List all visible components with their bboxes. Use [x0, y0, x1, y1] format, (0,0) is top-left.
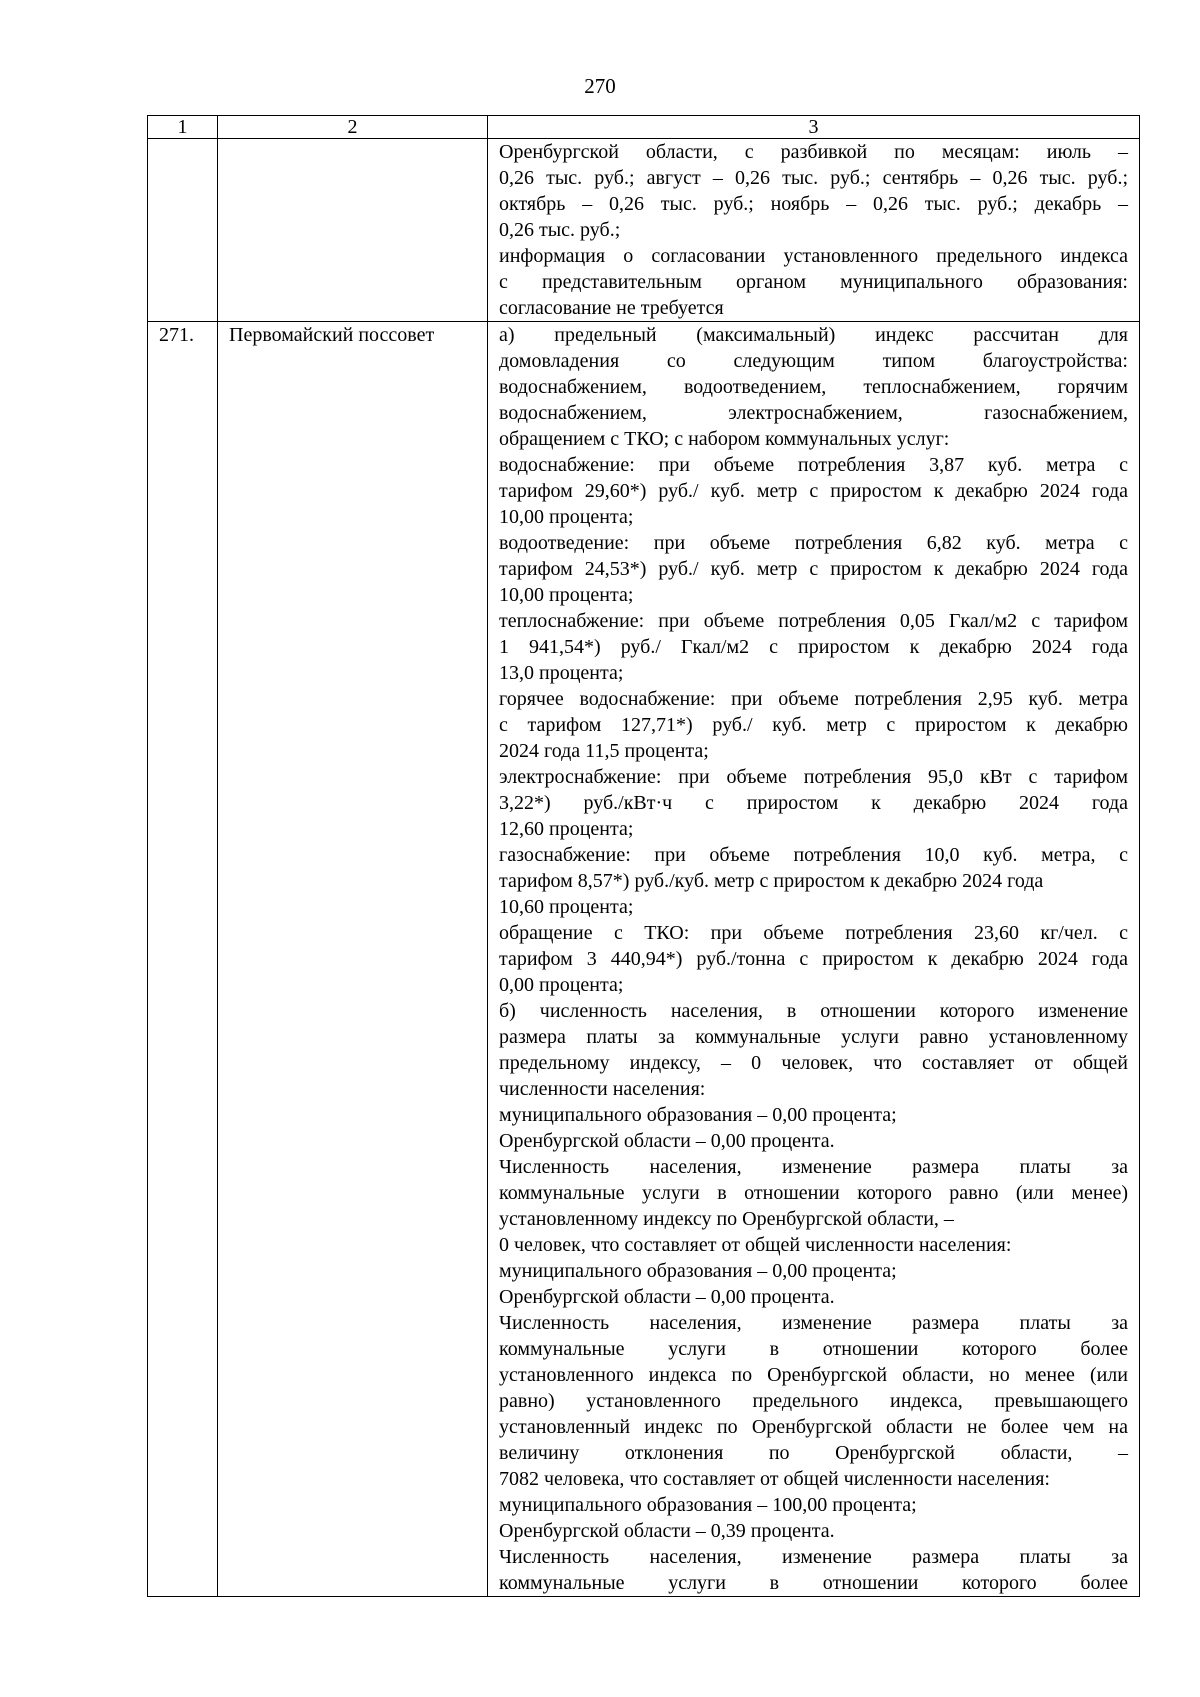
text-line: электроснабжение: при объеме потребления 95,0 кВт с тарифом — [499, 766, 1128, 788]
header-cell-3: 3 — [488, 116, 1140, 139]
text-line: коммунальные услуги в отношении которого более — [499, 1572, 1128, 1594]
text-line: 7082 человека, что составляет от общей численности населения: — [499, 1468, 1050, 1490]
header-cell-2: 2 — [218, 116, 488, 139]
text-line: коммунальные услуги в отношении которого равно (или менее) — [499, 1182, 1128, 1204]
text-line: Оренбургской области – 0,00 процента. — [499, 1130, 835, 1152]
table-header-row — [148, 116, 1140, 139]
municipality-name: Первомайский поссовет — [218, 322, 488, 1597]
text-line: Численность населения, изменение размера платы за — [499, 1546, 1128, 1568]
row-text — [499, 322, 1128, 1596]
page-number: 270 — [584, 74, 616, 98]
text-line: 10,60 процента; — [499, 896, 634, 918]
text-line: Численность населения, изменение размера платы за — [499, 1156, 1128, 1178]
text-line: тарифом 3 440,94*) руб./тонна с приростом к декабрю 2024 года — [499, 948, 1128, 970]
text-line: 3,22*) руб./кВт·ч с приростом к декабрю 2024 года — [499, 792, 1128, 814]
text-line: теплоснабжение: при объеме потребления 0,05 Гкал/м2 с тарифом — [499, 610, 1128, 632]
text-line: с представительным органом муниципального образования: — [499, 271, 1128, 293]
text-line: согласование не требуется — [499, 297, 724, 319]
continuation-text — [499, 139, 1128, 321]
text-line: 0,00 процента; — [499, 974, 624, 996]
text-line: 0,26 тыс. руб.; — [499, 219, 621, 241]
text-line: 1 941,54*) руб./ Гкал/м2 с приростом к декабрю 2024 года — [499, 636, 1128, 658]
text-line: величину отклонения по Оренбургской области, – — [499, 1442, 1128, 1464]
text-line: газоснабжение: при объеме потребления 10,0 куб. метра, с — [499, 844, 1128, 866]
text-line: тарифом 8,57*) руб./куб. метр с приростом к декабрю 2024 года — [499, 870, 1044, 892]
text-line: установленному индексу по Оренбургской области, – — [499, 1208, 954, 1230]
text-line: Оренбургской области – 0,00 процента. — [499, 1286, 835, 1308]
text-line: 10,00 процента; — [499, 506, 634, 528]
text-line: Численность населения, изменение размера платы за — [499, 1312, 1128, 1334]
text-line: с тарифом 127,71*) руб./ куб. метр с приростом к декабрю — [499, 714, 1128, 736]
text-cell — [488, 322, 1140, 1597]
text-line: 2024 года 11,5 процента; — [499, 740, 709, 762]
text-line: численности населения: — [499, 1078, 706, 1100]
text-line: тарифом 29,60*) руб./ куб. метр с приростом к декабрю 2024 года — [499, 480, 1128, 502]
name-cell — [218, 139, 488, 322]
text-line: муниципального образования – 0,00 процента; — [499, 1260, 897, 1282]
text-line: коммунальные услуги в отношении которого более — [499, 1338, 1128, 1360]
text-line: муниципального образования – 0,00 процента; — [499, 1104, 897, 1126]
text-line: 0,26 тыс. руб.; август – 0,26 тыс. руб.; сентябрь – 0,26 тыс. руб.; — [499, 167, 1128, 189]
text-line: водоснабжение: при объеме потребления 3,87 куб. метра с — [499, 454, 1128, 476]
table-row-continuation — [148, 139, 1140, 322]
text-line: домовладения со следующим типом благоустройства: — [499, 350, 1128, 372]
text-line: а) предельный (максимальный) индекс рассчитан для — [499, 324, 1128, 346]
text-line: водоснабжением, водоотведением, теплоснабжением, горячим — [499, 376, 1128, 398]
text-line: горячее водоснабжение: при объеме потребления 2,95 куб. метра — [499, 688, 1128, 710]
text-line: муниципального образования – 100,00 процента; — [499, 1494, 917, 1516]
text-line: равно) установленного предельного индекса, превышающего — [499, 1390, 1128, 1412]
text-line: водоснабжением, электроснабжением, газоснабжением, — [499, 402, 1128, 424]
text-line: Оренбургской области – 0,39 процента. — [499, 1520, 835, 1542]
table-row — [148, 322, 1140, 1597]
number-cell — [148, 139, 218, 322]
text-line: обращением с ТКО; с набором коммунальных услуг: — [499, 428, 950, 450]
header-cell-1: 1 — [148, 116, 218, 139]
text-line: обращение с ТКО: при объеме потребления 23,60 кг/чел. с — [499, 922, 1128, 944]
text-line: предельному индексу, – 0 человек, что составляет от общей — [499, 1052, 1128, 1074]
text-line: установленный индекс по Оренбургской области не более чем на — [499, 1416, 1128, 1438]
text-line: б) численность населения, в отношении которого изменение — [499, 1000, 1128, 1022]
text-line: 13,0 процента; — [499, 662, 624, 684]
text-line: 0 человек, что составляет от общей численности населения: — [499, 1234, 1012, 1256]
text-line: водоотведение: при объеме потребления 6,82 куб. метра с — [499, 532, 1128, 554]
text-line: октябрь – 0,26 тыс. руб.; ноябрь – 0,26 тыс. руб.; декабрь – — [499, 193, 1128, 215]
text-line: установленного индекса по Оренбургской области, но менее (или — [499, 1364, 1128, 1386]
text-line: 12,60 процента; — [499, 818, 634, 840]
text-line: размера платы за коммунальные услуги равно установленному — [499, 1026, 1128, 1048]
text-cell — [488, 139, 1140, 322]
text-line: 10,00 процента; — [499, 584, 634, 606]
text-line: информация о согласовании установленного предельного индекса — [499, 245, 1128, 267]
text-line: тарифом 24,53*) руб./ куб. метр с приростом к декабрю 2024 года — [499, 558, 1128, 580]
row-number: 271. — [148, 322, 218, 1597]
text-line: Оренбургской области, с разбивкой по месяцам: июль – — [499, 141, 1128, 163]
data-table — [147, 115, 1140, 1597]
